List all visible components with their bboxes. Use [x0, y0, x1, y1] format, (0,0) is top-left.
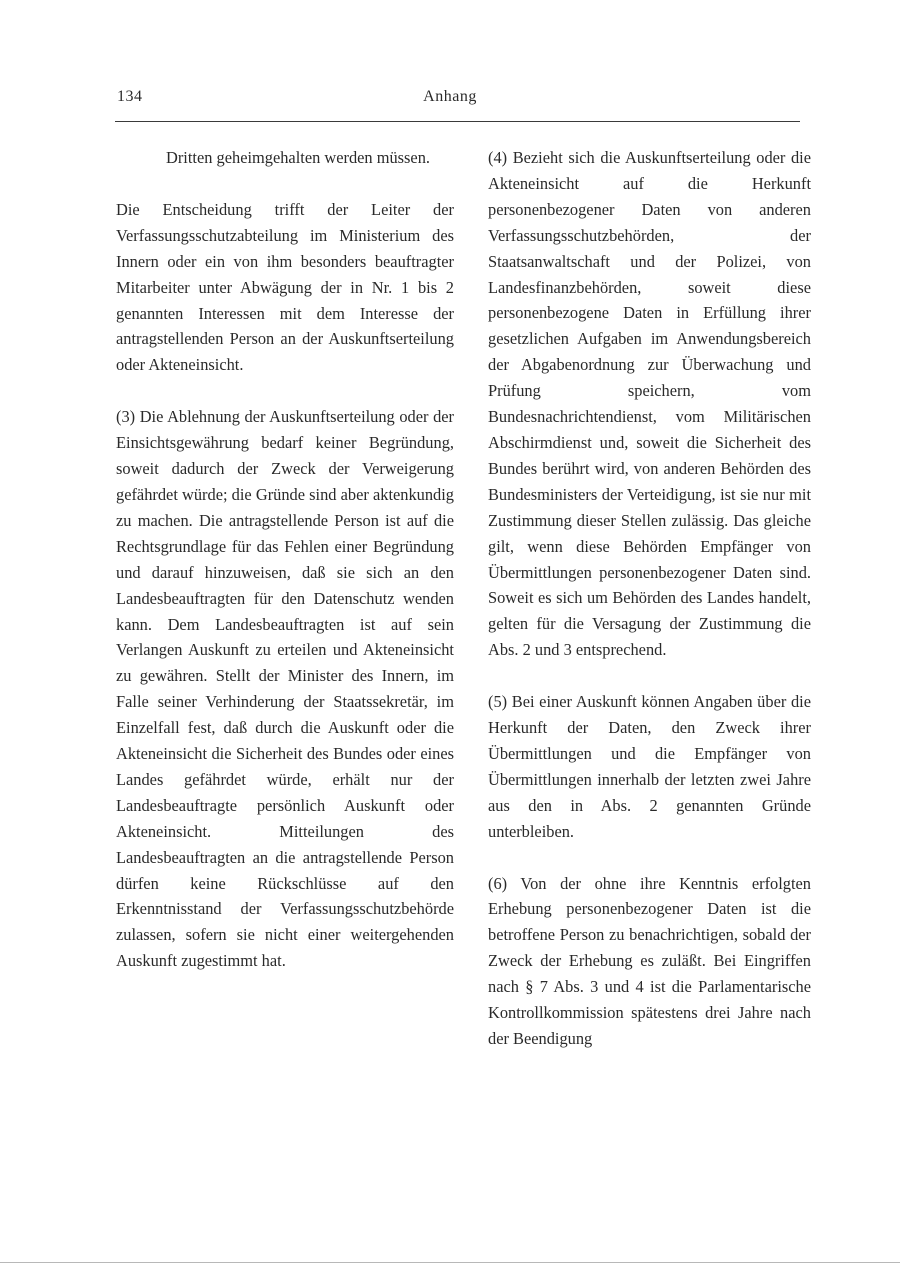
paragraph-6: (6) Von der ohne ihre Kenntnis erfolgten Erhebung personenbezogener Daten ist die betroffene Person zu benachrichtigen, sobald der Zweck der Erhebung es zuläßt. Bei Eingriffen nach § 7 Abs. 3 und 4 ist die Parlamentarische Kontrollkommission spätestens drei Jahre nach der Beendigung	[488, 873, 811, 1048]
running-head: Anhang	[423, 88, 477, 105]
page-number: 134	[117, 88, 143, 105]
paragraph-decision: Die Entscheidung trifft der Leiter der Verfassungsschutzabteilung im Ministerium des Innern oder ein von ihm besonders beauftragter Mitarbeiter unter Abwägung der in Nr. 1 bis 2 genannten Interessen mit dem Interesse der antragstellenden Person an der Auskunftserteilung oder Akteneinsicht.	[116, 199, 454, 375]
scan-edge-line	[0, 1262, 900, 1263]
left-column	[116, 145, 454, 1000]
right-column	[488, 145, 811, 1078]
paragraph-4: (4) Bezieht sich die Auskunftserteilung oder die Akteneinsicht auf die Herkunft personenbezogener Daten von anderen Verfassungsschutzbehörden, der Staatsanwaltschaft und der Polizei, von Landesfinanzbehörden, soweit diese personenbezogene Daten in Erfüllung ihrer gesetzlichen Aufgaben im Anwendungsbereich der Abgabenordnung zur Überwachung und Prüfung speichern, vom Bundesnachrichtendienst, vom Militärischen Abschirmdienst und, soweit die Sicherheit des Bundes berührt wird, von anderen Behörden des Bundesministers der Verteidigung, ist sie nur mit Zustimmung dieser Stellen zulässig. Das gleiche gilt, wenn diese Behörden Empfänger von Übermittlungen personenbezogener Daten sind. Soweit es sich um Behörden des Landes handelt, gelten für die Versagung der Zustimmung die Abs. 2 und 3 entsprechend.	[488, 148, 811, 660]
paragraph-3: (3) Die Ablehnung der Auskunftserteilung oder der Einsichtsgewährung bedarf keiner Begründung, soweit dadurch der Zweck der Verweigerung gefährdet würde; die Gründe sind aber aktenkundig zu machen. Die antragstellende Person ist auf die Rechtsgrundlage für das Fehlen einer Begründung und darauf hinzuweisen, daß sie sich an den Landesbeauftragten für den Datenschutz wenden kann. Dem Landesbeauftragten ist auf sein Verlangen Auskunft zu erteilen und Akteneinsicht zu gewähren. Stellt der Minister des Innern, im Falle seiner Verhinderung der Staatssekretär, im Einzelfall fest, daß durch die Auskunft oder die Akteneinsicht die Sicherheit des Bundes oder eines Landes gefährdet würde, erhält nur der Landesbeauftragte persönlich Auskunft oder Akteneinsicht. Mitteilungen des Landesbeauftragten an die antragstellende Person dürfen keine Rückschlüsse auf den Erkenntnisstand der Verfassungsschutzbehörde zulassen, sofern sie nicht einer weitergehenden Auskunft zugestimmt hat.	[116, 407, 454, 971]
paragraph-continuation: Dritten geheimgehalten werden müssen.	[166, 148, 430, 167]
header-divider	[115, 121, 800, 122]
paragraph-5: (5) Bei einer Auskunft können Angaben über die Herkunft der Daten, den Zweck ihrer Übermittlungen und die Empfänger von Übermittlungen innerhalb der letzten zwei Jahre aus den in Abs. 2 genannten Gründe unterbleiben.	[488, 692, 811, 841]
